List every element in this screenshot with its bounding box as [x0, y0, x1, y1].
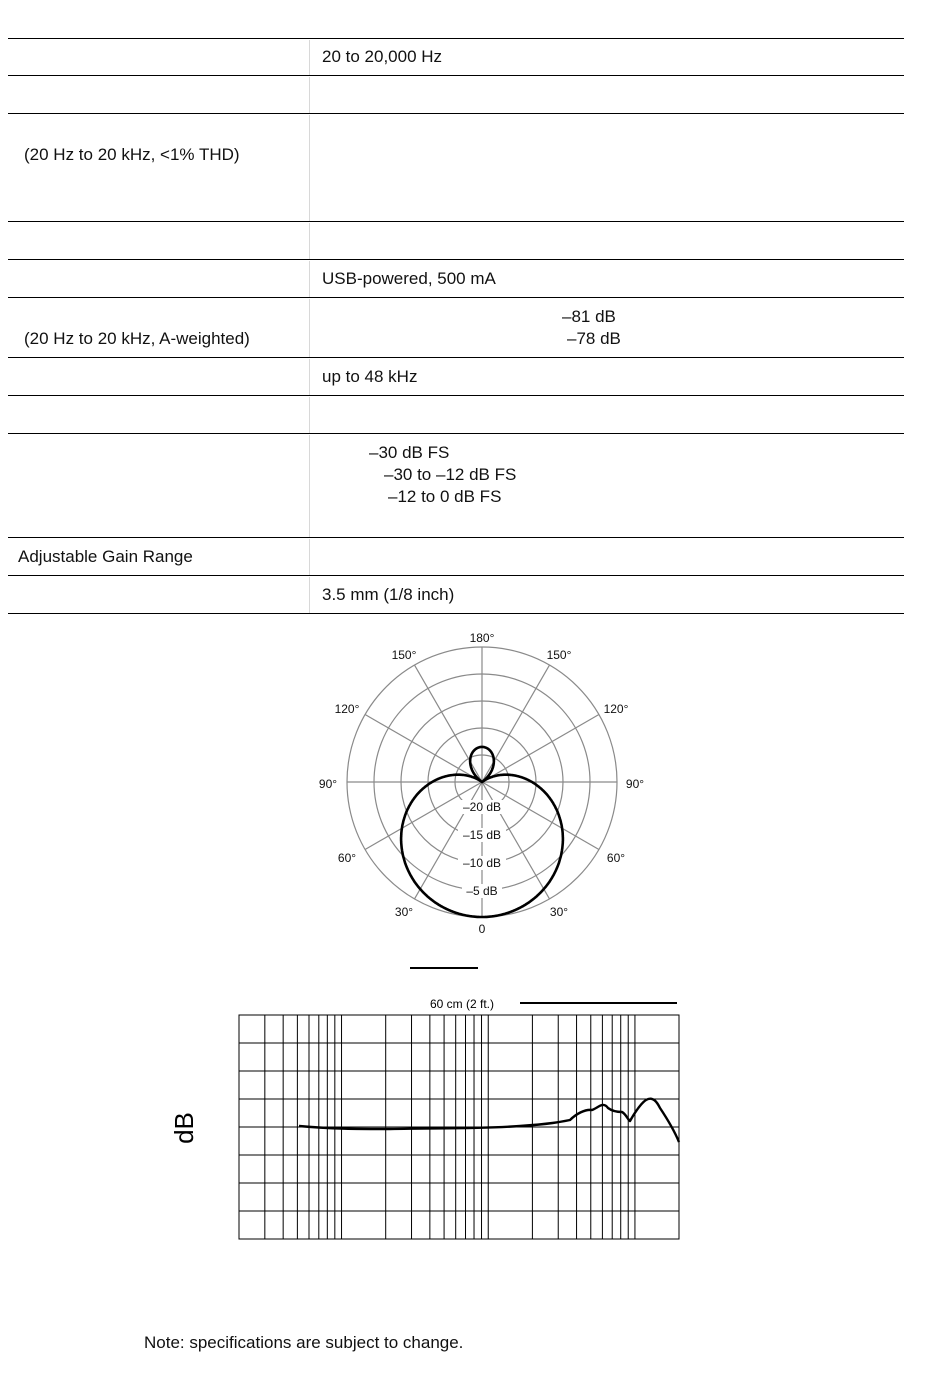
sample-rate-value: up to 48 kHz [322, 367, 418, 386]
meter-value-1: –30 dB FS [369, 443, 450, 462]
caption-rule [410, 967, 478, 969]
ring-label-20db: –20 dB [462, 800, 502, 814]
ring-label-10db: –10 dB [462, 856, 502, 870]
frequency-response-curve [299, 1099, 679, 1142]
angle-label-120-left: 120° [334, 702, 360, 716]
angle-label-120-right: 120° [603, 702, 629, 716]
angle-label-30-left: 30° [394, 905, 414, 919]
frequency-response-value: 20 to 20,000 Hz [322, 47, 443, 66]
column-separator [309, 577, 310, 613]
frequency-response-chart [160, 990, 700, 1250]
column-separator [309, 40, 310, 75]
angle-label-90-left: 90° [318, 777, 338, 791]
meter-value-2: –30 to –12 dB FS [384, 465, 517, 484]
table-rule [8, 537, 904, 538]
angle-label-0: 0 [478, 922, 486, 936]
table-rule [8, 221, 904, 222]
table-rule [8, 259, 904, 260]
gain-range-label: Adjustable Gain Range [18, 547, 193, 566]
ring-label-5db: –5 dB [466, 884, 498, 898]
column-separator [309, 397, 310, 433]
table-rule [8, 395, 904, 396]
angle-label-90-right: 90° [625, 777, 645, 791]
y-axis-label: dB [169, 1112, 199, 1144]
column-separator [309, 435, 310, 537]
column-separator [309, 359, 310, 395]
noise-value-1: –81 dB [562, 307, 616, 326]
table-rule [8, 575, 904, 576]
thd-condition: (20 Hz to 20 kHz, <1% THD) [24, 145, 240, 164]
angle-label-150-left: 150° [391, 648, 417, 662]
specs-note: Note: specifications are subject to change. [144, 1333, 464, 1352]
power-value: USB-powered, 500 mA [322, 269, 496, 288]
column-separator [309, 77, 310, 113]
headphone-jack-value: 3.5 mm (1/8 inch) [322, 585, 455, 604]
angle-label-60-left: 60° [337, 851, 357, 865]
table-rule [8, 433, 904, 434]
table-rule [8, 113, 904, 114]
angle-label-60-right: 60° [606, 851, 626, 865]
column-separator [309, 539, 310, 575]
column-separator [309, 223, 310, 259]
angle-label-150-right: 150° [546, 648, 572, 662]
table-rule [8, 38, 904, 39]
angle-label-30-right: 30° [549, 905, 569, 919]
table-rule [8, 75, 904, 76]
angle-label-180: 180° [469, 631, 495, 645]
table-rule [8, 613, 904, 614]
polar-pattern-diagram [300, 625, 670, 940]
legend-label: 60 cm (2 ft.) [430, 997, 495, 1011]
meter-value-3: –12 to 0 dB FS [388, 487, 502, 506]
noise-condition: (20 Hz to 20 kHz, A-weighted) [24, 329, 250, 348]
column-separator [309, 261, 310, 297]
column-separator [309, 299, 310, 357]
table-rule [8, 297, 904, 298]
noise-value-2: –78 dB [567, 329, 621, 348]
column-separator [309, 115, 310, 221]
table-rule [8, 357, 904, 358]
ring-label-15db: –15 dB [462, 828, 502, 842]
